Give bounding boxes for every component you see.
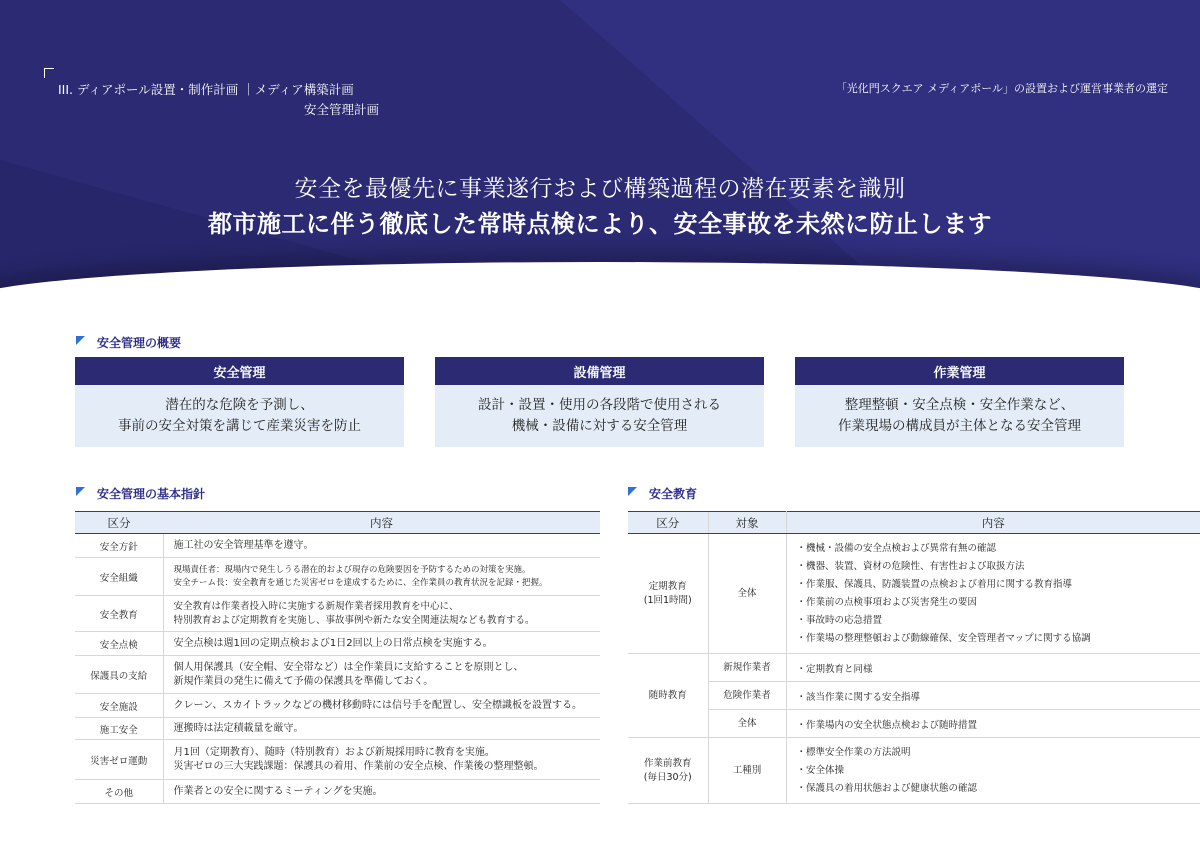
policy-heading (76, 485, 205, 502)
education-target: 全体 (708, 710, 786, 738)
education-item: ・保護具の着用状態および健康状態の確認 (796, 782, 978, 794)
policy-line: 施工社の安全管理基準を遵守。 (173, 539, 314, 551)
overview-heading-text: 安全管理の概要 (97, 336, 182, 350)
education-category (628, 534, 708, 654)
column-header: 区分 (75, 512, 163, 534)
education-item: ・作業場の整理整頓および動線確保、安全管理者マップに関する協調 (796, 632, 1091, 644)
policy-content (163, 740, 600, 780)
table-row (75, 596, 600, 632)
education-target: 全体 (708, 534, 786, 654)
policy-line: 安全教育は作業者投入時に実施する新規作業者採用教育を中心に、 (173, 600, 459, 612)
education-item: ・機器、装置、資材の危険性、有害性および取扱方法 (796, 560, 1025, 572)
policy-line: 個人用保護具（安全帽、安全帯など）は全作業員に支給することを原則とし、 (173, 661, 524, 673)
overview-box-work (795, 357, 1124, 447)
table-row (75, 718, 600, 740)
table-row (628, 682, 1200, 710)
overview-box-title: 設備管理 (435, 357, 764, 385)
policy-category: 保護具の支給 (75, 656, 163, 694)
policy-line: 新規作業員の発生に備えて予備の保護具を準備しておく。 (173, 675, 434, 687)
overview-box-line: 潜在的な危険を予測し、 (165, 397, 314, 413)
policy-content (163, 718, 600, 740)
section-title (58, 80, 379, 120)
education-item: ・安全体操 (796, 764, 845, 776)
table-row (628, 534, 1200, 654)
policy-line: 運搬時は法定積載量を厳守。 (173, 722, 304, 734)
education-heading (628, 485, 697, 502)
triangle-icon (628, 487, 637, 496)
overview-heading (76, 334, 181, 351)
policy-line: 現場責任者：現場内で発生しうる潜在的および現存の危険要因を予防するための対策を実施。 (173, 564, 531, 575)
policy-content (163, 694, 600, 718)
education-table (628, 511, 1200, 804)
policy-content (163, 632, 600, 656)
policy-line: 特別教育および定期教育を実施し、事故事例や新たな安全関連法規なども教育する。 (173, 614, 535, 626)
policy-category: 安全教育 (75, 596, 163, 632)
table-row (628, 654, 1200, 682)
project-title: 「光化門スクエア メディアポール」の設置および運営事業者の選定 (835, 82, 1168, 95)
overview-box-line: 機械・設備に対する安全管理 (511, 418, 688, 434)
overview-box-equipment (435, 357, 764, 447)
education-category: 随時教育 (628, 654, 708, 738)
education-category-name: 作業前教育 (643, 757, 692, 769)
education-item: ・標準安全作業の方法説明 (796, 746, 911, 758)
overview-box-line: 事前の安全対策を講じて産業災害を防止 (118, 418, 361, 434)
table-row (628, 738, 1200, 804)
education-category-duration: (毎日30分) (643, 771, 692, 783)
column-header: 内容 (163, 512, 600, 534)
headline-primary: 安全を最優先に事業遂行および構築過程の潜在要素を識別 (294, 176, 906, 202)
education-content: ・作業場内の安全状態点検および随時措置 (786, 710, 1200, 738)
education-content: ・該当作業に関する安全指導 (786, 682, 1200, 710)
table-header-row (75, 512, 600, 534)
overview-box-line: 設計・設置・使用の各段階で使用される (478, 397, 721, 413)
overview-box-body (75, 385, 404, 447)
column-header: 区分 (628, 512, 708, 534)
headline-secondary: 都市施工に伴う徹底した常時点検により、安全事故を未然に防止します (208, 210, 992, 238)
policy-line: クレーン、スカイトラックなどの機材移動時には信号手を配置し、安全標識板を設置する。 (173, 699, 582, 711)
education-item: ・作業前の点検事項および災害発生の要因 (796, 596, 978, 608)
overview-box-line: 整理整頓・安全点検・安全作業など、 (844, 397, 1075, 413)
policy-line: 安全チーム長：安全教育を通じた災害ゼロを達成するために、全作業員の教育状況を記録・把握。 (173, 577, 548, 588)
policy-category: 施工安全 (75, 718, 163, 740)
policy-category: 安全方針 (75, 534, 163, 558)
table-row (75, 558, 600, 596)
triangle-icon (76, 336, 85, 345)
corner-mark (44, 68, 54, 78)
table-row (75, 534, 600, 558)
education-content (786, 534, 1200, 654)
policy-content (163, 656, 600, 694)
table-row (75, 780, 600, 804)
policy-category: 災害ゼロ運動 (75, 740, 163, 780)
table-row (75, 694, 600, 718)
policy-content (163, 558, 600, 596)
policy-category: 安全施設 (75, 694, 163, 718)
banner-decoration (0, 0, 1200, 300)
education-category-duration: (1回1時間) (643, 594, 692, 606)
education-category-name: 定期教育 (648, 580, 687, 592)
overview-box-title: 安全管理 (75, 357, 404, 385)
policy-line: 月1回（定期教育）、随時（特別教育）および新規採用時に教育を実施。 (173, 746, 495, 758)
overview-box-body (795, 385, 1124, 447)
overview-box-line: 作業現場の構成員が主体となる安全管理 (838, 418, 1081, 434)
table-row (75, 632, 600, 656)
overview-box-title: 作業管理 (795, 357, 1124, 385)
education-item: ・事故時の応急措置 (796, 614, 883, 626)
policy-category: 安全組織 (75, 558, 163, 596)
policy-content (163, 780, 600, 804)
policy-line: 作業者との安全に関するミーティングを実施。 (173, 785, 383, 797)
table-row (628, 710, 1200, 738)
education-content (786, 738, 1200, 804)
policy-line: 災害ゼロの三大実践課題：保護具の着用、作業前の安全点検、作業後の整理整頓。 (173, 760, 544, 772)
policy-line: 安全点検は週1回の定期点検および1日2回以上の日常点検を実施する。 (173, 637, 493, 649)
education-heading-text: 安全教育 (649, 487, 698, 501)
triangle-icon (76, 487, 85, 496)
policy-heading-text: 安全管理の基本指針 (97, 487, 206, 501)
education-item: ・機械・設備の安全点検および異常有無の確認 (796, 542, 997, 554)
overview-box-safety (75, 357, 404, 447)
education-content: ・定期教育と同様 (786, 654, 1200, 682)
policy-category: その他 (75, 780, 163, 804)
overview-box-body (435, 385, 764, 447)
education-target: 危険作業者 (708, 682, 786, 710)
policy-table (75, 511, 600, 804)
table-row (75, 740, 600, 780)
education-item: ・作業服、保護具、防護装置の点検および着用に関する教育指導 (796, 578, 1073, 590)
education-target: 新規作業者 (708, 654, 786, 682)
education-target: 工種別 (708, 738, 786, 804)
column-header: 内容 (786, 512, 1200, 534)
header-banner (0, 0, 1200, 300)
section-title-line2: 安全管理計画 (304, 102, 380, 117)
education-category (628, 738, 708, 804)
policy-content (163, 596, 600, 632)
policy-content (163, 534, 600, 558)
table-row (75, 656, 600, 694)
policy-category: 安全点検 (75, 632, 163, 656)
section-title-line1: III. ディアポール設置・制作計画 ｜メディア構築計画 (58, 82, 354, 97)
table-header-row (628, 512, 1200, 534)
column-header: 対象 (708, 512, 786, 534)
